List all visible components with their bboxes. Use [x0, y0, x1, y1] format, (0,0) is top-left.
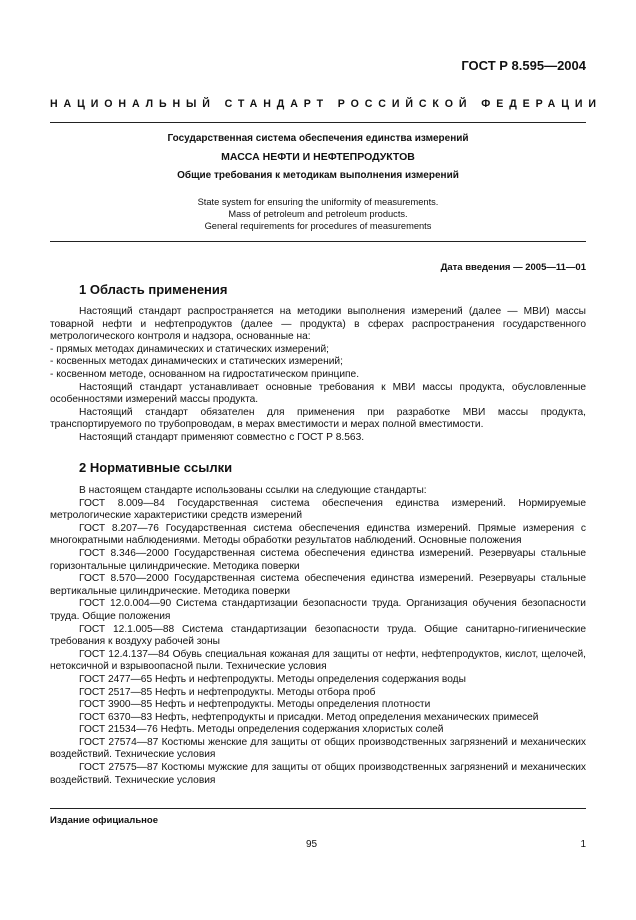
list-item: - косвенных методах динамических и статических измерений;	[50, 356, 343, 368]
system-title: Государственная система обеспечения единства измерений	[167, 133, 469, 144]
main-title: МАССА НЕФТИ И НЕФТЕПРОДУКТОВ	[221, 151, 415, 163]
national-standard-banner: НАЦИОНАЛЬНЫЙ СТАНДАРТ РОССИЙСКОЙ ФЕДЕРАЦИИ	[50, 98, 602, 110]
reference-item: ГОСТ 3900—85 Нефть и нефтепродукты. Методы определения плотности	[79, 699, 431, 711]
english-title-line: State system for ensuring the uniformity of measurements.	[197, 197, 439, 207]
reference-item: ГОСТ 8.009—84 Государственная система обеспечения единства измерений. Нормируемые метрологические характеристики средств измерений	[50, 497, 586, 522]
reference-item: ГОСТ 2477—65 Нефть и нефтепродукты. Методы определения содержания воды	[79, 673, 466, 685]
reference-item: ГОСТ 27575—87 Костюмы мужские для защиты от общих производственных загрязнений и механических воздействий. Технические условия	[50, 762, 586, 786]
section-2-heading: 2 Нормативные ссылки	[79, 460, 233, 475]
english-title-line: General requirements for procedures of measurements	[204, 221, 432, 231]
sub-title: Общие требования к методикам выполнения измерений	[177, 170, 459, 181]
reference-item: ГОСТ 12.0.004—90 Система стандартизации безопасности труда. Организация обучения безопасности труда. Общие положения	[50, 598, 586, 622]
reference-item: ГОСТ 8.346—2000 Государственная система обеспечения единства измерений. Резервуары стальные горизонтальные цилиндрические. Методика поверки	[50, 547, 586, 572]
reference-item: ГОСТ 21534—76 Нефть. Методы определения содержания хлористых солей	[79, 724, 444, 736]
page-number: 95	[306, 839, 318, 850]
reference-item: ГОСТ 12.1.005—88 Система стандартизации безопасности труда. Общие санитарно-гигиенические требования к воздуху рабочей зоны	[50, 623, 586, 648]
paragraph: Настоящий стандарт распространяется на методики выполнения измерений (далее — МВИ) массы товарной нефти и нефтепродуктов (далее — продукта) в сферах распространения государственного метрологического контроля и надзора, основанные на:	[50, 306, 586, 343]
list-item: - косвенном методе, основанном на гидростатическом принципе.	[50, 368, 360, 380]
list-item: - прямых методах динамических и статических измерений;	[50, 343, 329, 355]
english-title-line: Mass of petroleum and petroleum products.	[228, 209, 408, 219]
paragraph: Настоящий стандарт обязателен для применения при разработке МВИ массы продукта, транспортируемого по трубопроводам, в мерах вместимости и мерах полной вместимости.	[50, 406, 586, 431]
official-edition-label: Издание официальное	[50, 815, 158, 826]
section-1-body	[50, 306, 586, 445]
sheet-number: 1	[580, 839, 586, 850]
intro-date: Дата введения — 2005—11—01	[440, 262, 586, 273]
reference-item: ГОСТ 27574—87 Костюмы женские для защиты от общих производственных загрязнений и механических воздействий. Технические условия	[50, 736, 586, 761]
footer-rule	[50, 808, 586, 809]
gost-number: ГОСТ Р 8.595—2004	[461, 58, 586, 73]
reference-item: ГОСТ 8.570—2000 Государственная система обеспечения единства измерений. Резервуары стальные вертикальные цилиндрические. Методика поверки	[50, 573, 586, 597]
paragraph: Настоящий стандарт устанавливает основные требования к МВИ массы продукта, обусловленные особенностями измерений массы продукта.	[50, 381, 586, 406]
reference-item: ГОСТ 2517—85 Нефть и нефтепродукты. Методы отбора проб	[79, 686, 376, 698]
english-title	[50, 196, 586, 232]
section-2-body	[50, 485, 586, 787]
paragraph: Настоящий стандарт применяют совместно с ГОСТ Р 8.563.	[79, 431, 365, 443]
top-rule	[50, 122, 586, 123]
paragraph: В настоящем стандарте использованы ссылки на следующие стандарты:	[79, 485, 427, 496]
reference-item: ГОСТ 12.4.137—84 Обувь специальная кожаная для защиты от нефти, нефтепродуктов, кислот, щелочей, нетоксичной и взрывоопасной пыли. Технические условия	[50, 648, 586, 673]
reference-item: ГОСТ 8.207—76 Государственная система обеспечения единства измерений. Прямые измерения с многократными наблюдениями. Методы обработки результатов наблюдений. Основные положения	[50, 522, 586, 547]
section-1-heading: 1 Область применения	[79, 282, 228, 297]
title-rule	[50, 241, 586, 242]
reference-item: ГОСТ 6370—83 Нефть, нефтепродукты и присадки. Метод определения механических примесей	[79, 711, 539, 723]
